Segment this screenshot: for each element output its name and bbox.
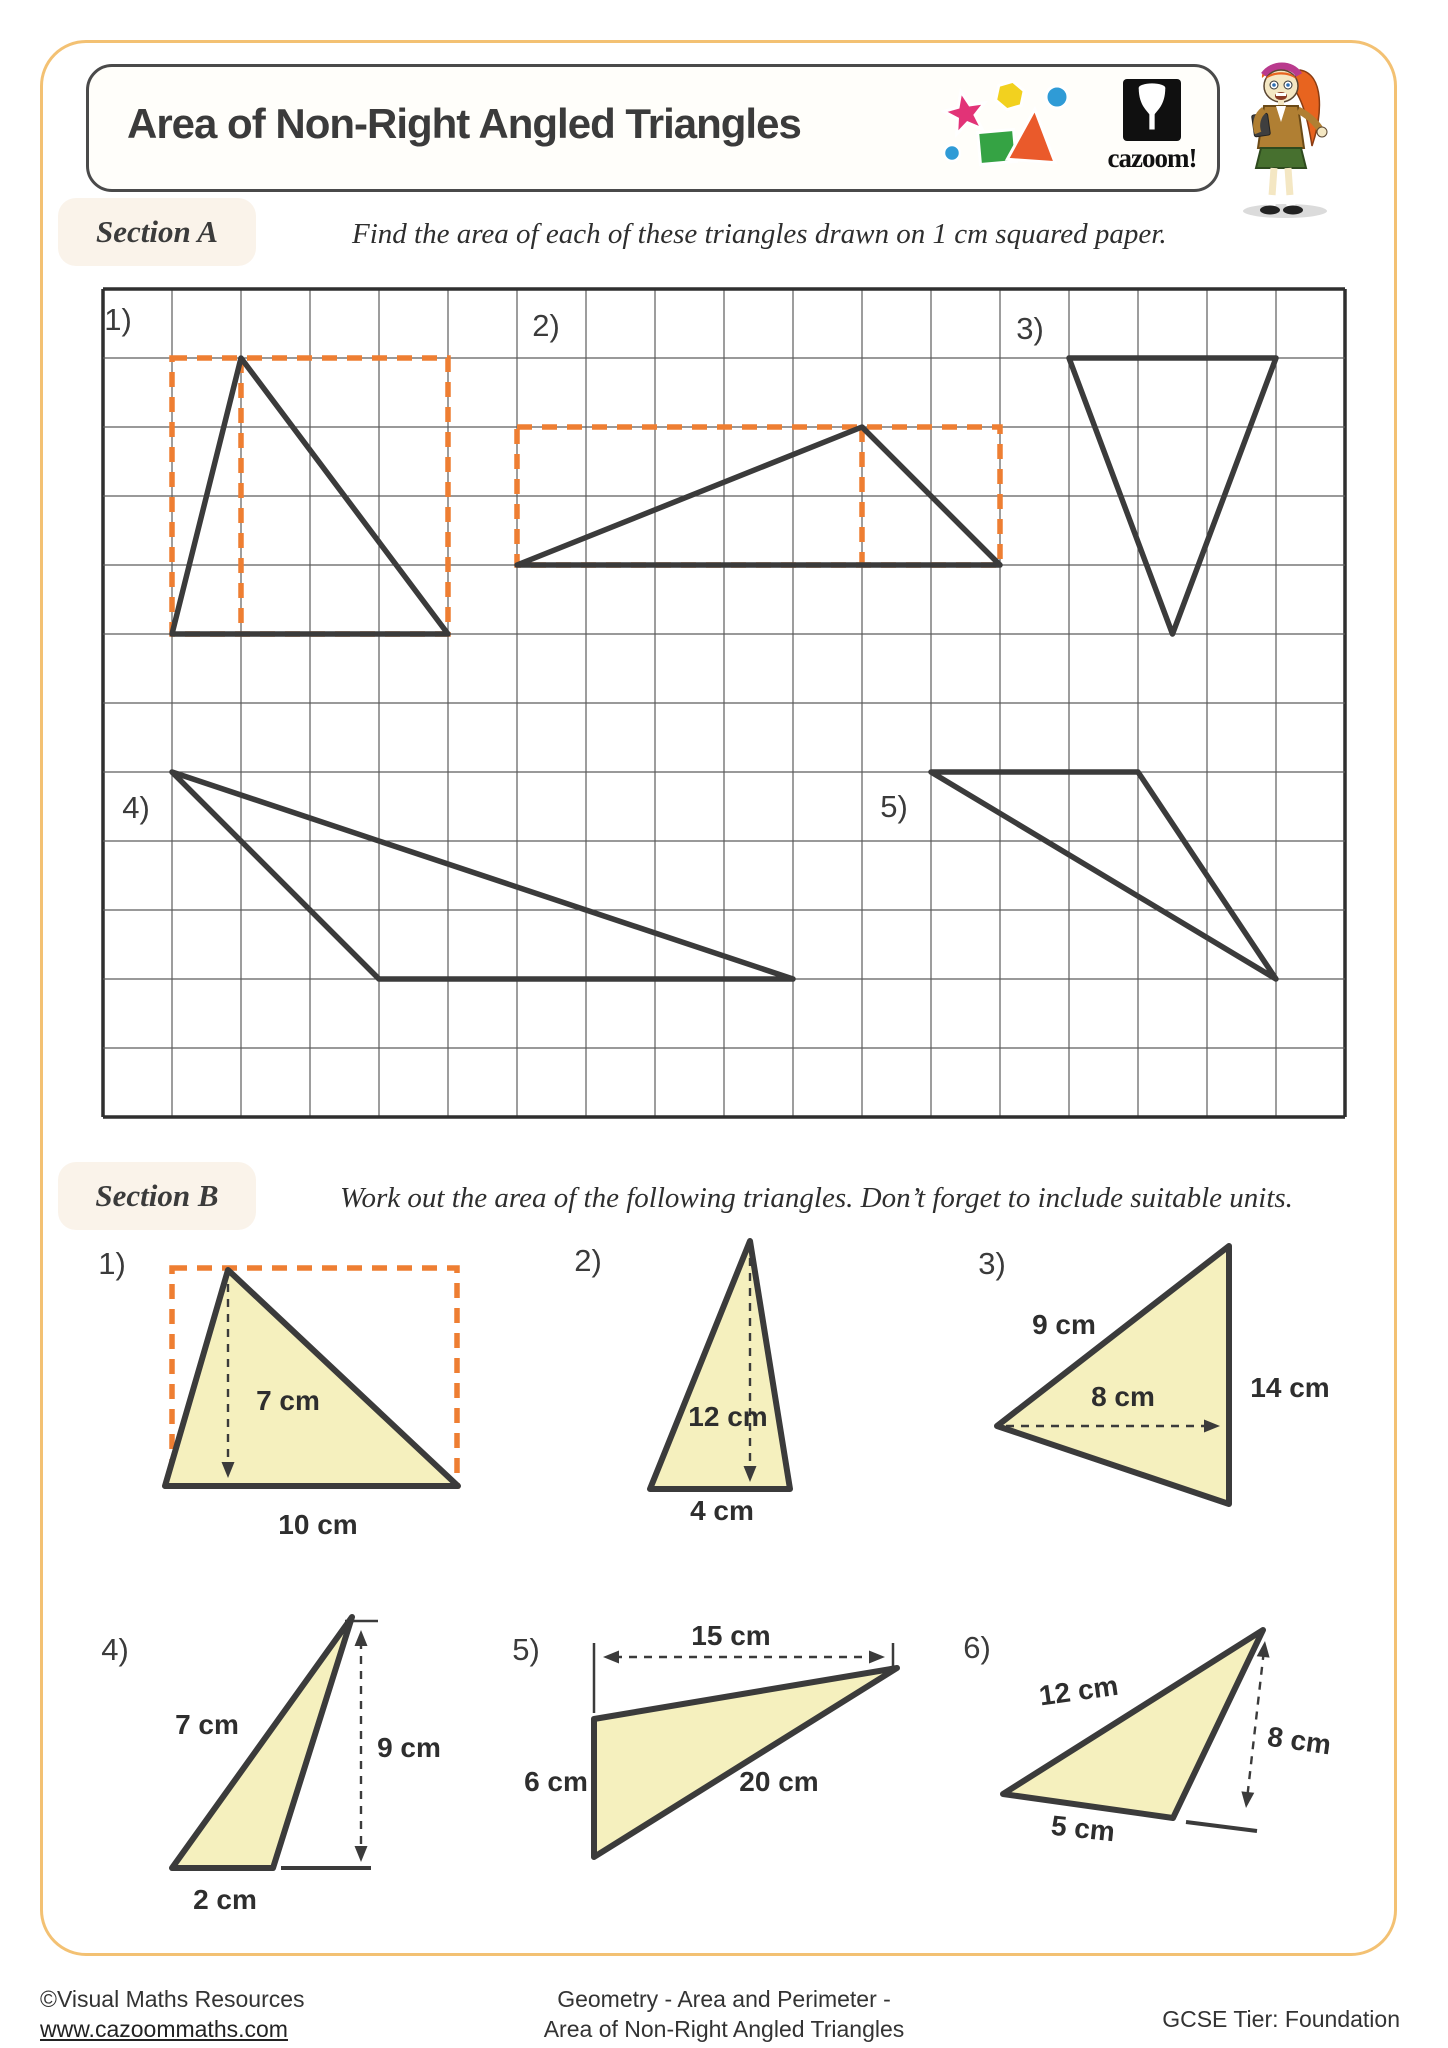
cazoom-logo-text: cazoom! [1107, 143, 1197, 173]
arrowhead [1241, 1791, 1254, 1808]
dimension-label: 6 cm [524, 1766, 588, 1797]
section-a-problem-5 [880, 772, 1276, 979]
section-b-problem-2 [574, 1241, 790, 1526]
section-a-problem-2 [517, 308, 1000, 565]
dimension-label: 9 cm [377, 1732, 441, 1763]
section-a-label: Section A [58, 198, 256, 266]
dimension-label: 20 cm [739, 1766, 819, 1797]
section-b-problem-4 [101, 1617, 441, 1915]
dimension-label: 12 cm [1037, 1669, 1121, 1712]
problem-number: 1) [98, 1246, 126, 1281]
section-a-grid [103, 289, 1345, 1117]
problem-number: 2) [574, 1243, 602, 1278]
problem-number: 5) [512, 1632, 540, 1667]
section-a-problem-1 [104, 302, 448, 634]
dimension-label: 8 cm [1265, 1720, 1334, 1761]
triangle-outline [931, 772, 1276, 979]
topic-line-2: Area of Non-Right Angled Triangles [543, 2016, 905, 2042]
section-b-label: Section B [58, 1162, 256, 1230]
dimension-label: 4 cm [690, 1495, 754, 1526]
dimension-label: 5 cm [1049, 1809, 1117, 1848]
dimension-label: 2 cm [193, 1884, 257, 1915]
dimension-label: 8 cm [1091, 1381, 1155, 1412]
problem-number: 1) [104, 302, 132, 337]
triangle-shape [172, 1617, 352, 1868]
section-b-instruction: Work out the area of the following triangles. Don’t forget to include suitable units. [340, 1182, 1293, 1214]
problem-number: 6) [963, 1630, 991, 1665]
problem-number: 3) [1016, 311, 1044, 346]
copyright-text: ©Visual Maths Resources [40, 1986, 305, 2012]
dimension-label: 7 cm [175, 1709, 239, 1740]
website-link[interactable]: www.cazoommaths.com [40, 2016, 288, 2042]
arrowhead [869, 1651, 885, 1664]
problem-number: 5) [880, 789, 908, 824]
dimension-label: 15 cm [691, 1620, 771, 1651]
section-b-problem-5 [512, 1620, 897, 1857]
triangle-shape [165, 1270, 458, 1486]
tier-label: GCSE Tier: Foundation [1162, 2006, 1400, 2032]
problem-number: 4) [122, 790, 150, 825]
triangle-outline [172, 772, 793, 979]
dimension-label: 7 cm [256, 1385, 320, 1416]
section-b-problem-1 [98, 1246, 458, 1540]
section-a-problem-4 [122, 772, 793, 979]
problem-number: 2) [532, 308, 560, 343]
arrowhead [355, 1846, 368, 1862]
problem-number: 4) [101, 1632, 129, 1667]
dimension-arrow [1247, 1652, 1264, 1797]
extension-line [1186, 1822, 1257, 1831]
section-a-problem-3 [1016, 311, 1276, 634]
topic-line-1: Geometry - Area and Perimeter - [557, 1986, 891, 2012]
section-b-problem-3 [978, 1246, 1329, 1504]
section-a-instruction: Find the area of each of these triangles drawn on 1 cm squared paper. [352, 218, 1167, 250]
section-b-problem-6 [963, 1630, 1333, 1847]
page-title: Area of Non-Right Angled Triangles [127, 100, 801, 147]
dimension-label: 14 cm [1250, 1372, 1330, 1403]
problem-number: 3) [978, 1246, 1006, 1281]
dimension-label: 12 cm [688, 1401, 768, 1432]
triangle-shape [997, 1246, 1229, 1504]
arrowhead [603, 1651, 619, 1664]
triangle-shape [1003, 1630, 1263, 1818]
arrowhead [355, 1630, 368, 1646]
dimension-label: 9 cm [1032, 1309, 1096, 1340]
dimension-label: 10 cm [278, 1509, 358, 1540]
triangle-shape [594, 1668, 897, 1857]
triangle-shape [650, 1241, 790, 1489]
